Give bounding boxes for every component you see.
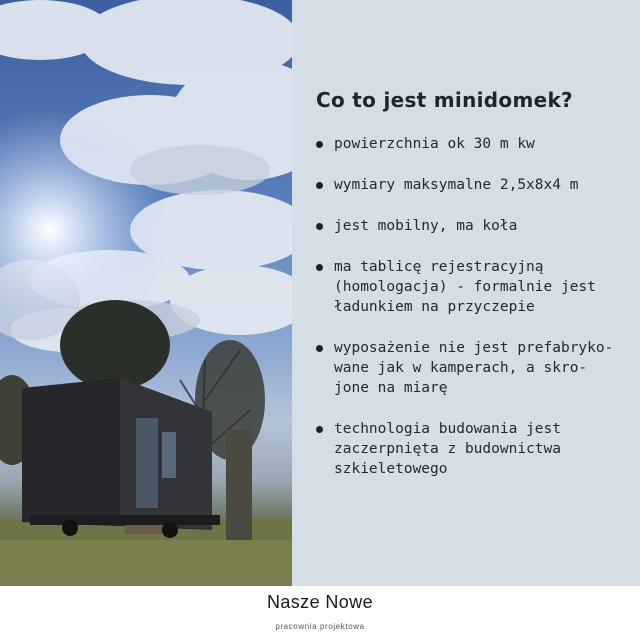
bullet-icon <box>316 141 323 148</box>
list-item <box>314 419 630 479</box>
feature-list <box>314 134 630 479</box>
list-item-text: jest mobilny, ma koła <box>334 218 518 234</box>
brand-name: Nasze Nowe <box>266 592 374 612</box>
panel-title: Co to jest minidomek? <box>316 88 573 112</box>
bullet-icon <box>316 264 323 271</box>
list-item <box>314 257 630 317</box>
bullet-icon <box>316 345 323 352</box>
list-item <box>314 338 630 398</box>
list-item-text: wyposażenie nie jest prefabryko- wane jak w kamperach, a skro- jone na miarę <box>334 340 614 396</box>
list-item-text: ma tablicę rejestracyjną (homologacja) - formalnie jest ładunkiem na przyczepie <box>334 259 596 315</box>
tiny-house <box>22 378 220 538</box>
list-item-text: wymiary maksymalne 2,5x8x4 m <box>334 177 579 193</box>
list-item <box>314 134 630 154</box>
list-item-text: technologia budowania jest zaczerpnięta z budownictwa szkieletowego <box>334 421 561 477</box>
info-panel <box>292 0 640 586</box>
list-item <box>314 216 630 236</box>
brand-tagline: pracownia projektowa <box>275 622 365 631</box>
list-item <box>314 175 630 195</box>
bullet-icon <box>316 182 323 189</box>
bullet-icon <box>316 223 323 230</box>
tiny-house-photo <box>0 0 292 586</box>
footer <box>0 586 640 640</box>
bullet-icon <box>316 426 323 433</box>
photo-illustration <box>0 0 292 586</box>
list-item-text: powierzchnia ok 30 m kw <box>334 136 535 152</box>
